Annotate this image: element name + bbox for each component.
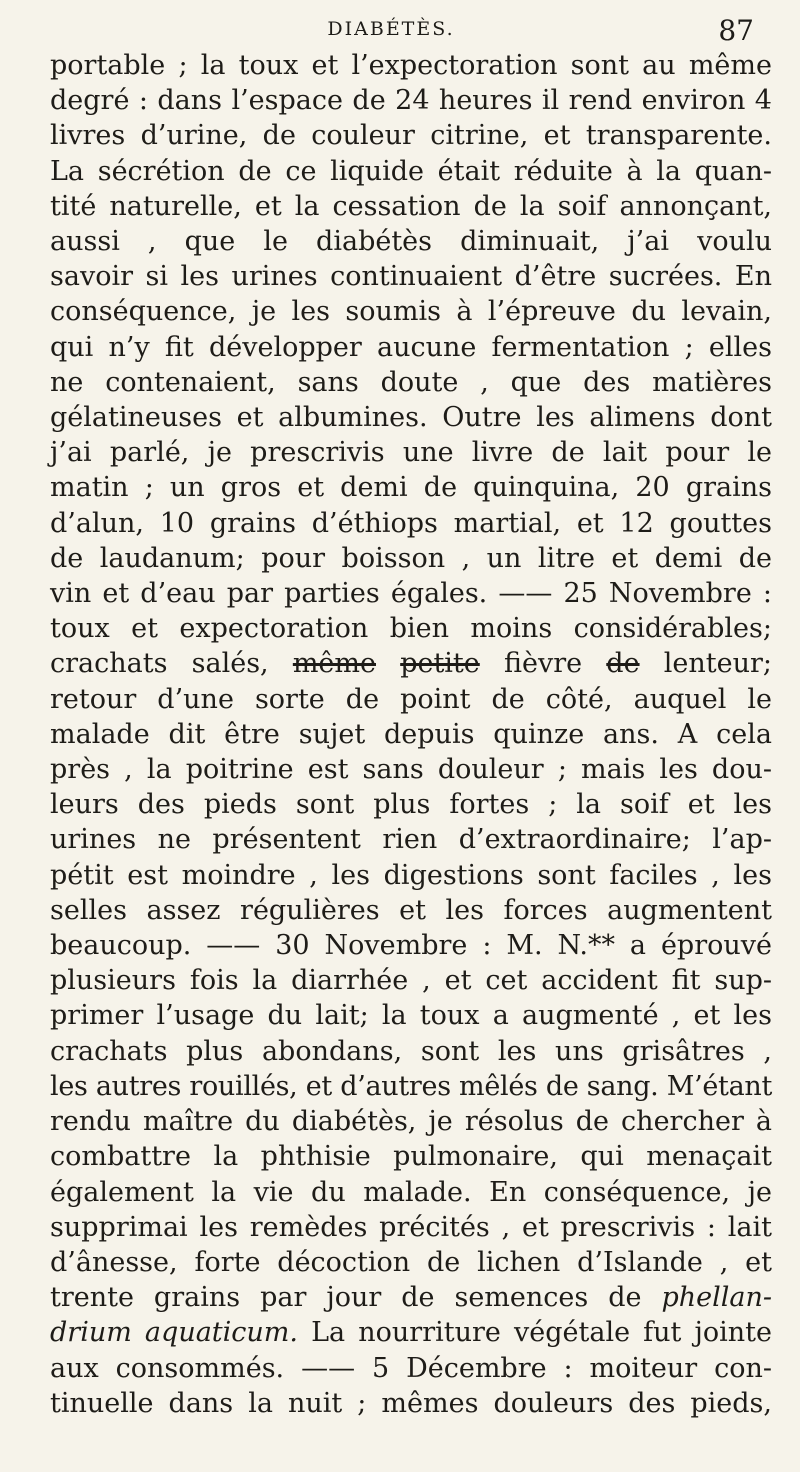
text-line: ne contenaient, sans doute , que des matières <box>50 366 772 398</box>
text-line: primer l’usage du lait; la toux a augmenté , et les <box>50 1000 772 1032</box>
text-line-with-italic <box>50 1315 772 1350</box>
line-segment: lenteur; <box>663 648 772 680</box>
text-line: conséquence, je les soumis à l’épreuve du levain, <box>50 296 772 328</box>
text-line: urines ne présentent rien d’extraordinaire; l’ap- <box>50 824 772 856</box>
running-title: DIABÉTÈS. <box>327 18 455 40</box>
text-line: crachats plus abondans, sont les uns grisâtres , <box>50 1035 772 1067</box>
text-line: malade dit être sujet depuis quinze ans. A cela <box>50 718 772 750</box>
running-header <box>50 14 772 48</box>
text-line: rendu maître du diabétès, je résolus de chercher à <box>50 1106 772 1138</box>
text-line: également la vie du malade. En conséquence, je <box>50 1176 772 1208</box>
text-line: gélatineuses et albumines. Outre les alimens dont <box>50 402 772 434</box>
text-line: aux consommés. —— 5 Décembre : moiteur con- <box>50 1352 772 1384</box>
line-segment: trente grains par jour de semences de <box>50 1282 642 1314</box>
text-line: plusieurs fois la diarrhée , et cet accident fit sup- <box>50 965 772 997</box>
italic-term: drium aquaticum. <box>50 1317 298 1349</box>
text-line: leurs des pieds sont plus fortes ; la soif et les <box>50 789 772 821</box>
line-segment: La nourriture végétale fut jointe <box>311 1317 773 1349</box>
text-line-with-italic <box>50 1280 772 1315</box>
line-segment: crachats salés, <box>50 648 269 680</box>
text-line: toux et expectoration bien moins considérables; <box>50 613 772 645</box>
text-line: livres d’urine, de couleur citrine, et transparente. <box>50 120 772 152</box>
page-number: 87 <box>718 14 754 47</box>
text-line: savoir si les urines continuaient d’être sucrées. En <box>50 261 772 293</box>
text-line: d’alun, 10 grains d’éthiops martial, et 12 gouttes <box>50 507 772 539</box>
text-line: beaucoup. —— 30 Novembre : M. N.** a éprouvé <box>50 930 772 962</box>
text-line: matin ; un gros et demi de quinquina, 20 grains <box>50 472 772 504</box>
text-line: d’ânesse, forte décoction de lichen d’Islande , et <box>50 1246 772 1278</box>
line-segment: fièvre <box>503 648 583 680</box>
text-line: supprimai les remèdes précités , et prescrivis : lait <box>50 1211 772 1243</box>
italic-term: phellan- <box>661 1282 772 1314</box>
text-line: portable ; la toux et l’expectoration sont au même <box>50 50 772 81</box>
text-line: pétit est moindre , les digestions sont faciles , les <box>50 859 772 891</box>
text-line: j’ai parlé, je prescrivis une livre de lait pour le <box>50 437 772 469</box>
text-line: près , la poitrine est sans douleur ; mais les dou- <box>50 754 772 786</box>
text-line: qui n’y fit développer aucune fermentation ; elles <box>50 331 772 363</box>
text-line: tité naturelle, et la cessation de la soif annonçant, <box>50 190 772 222</box>
text-line: les autres rouillés, et d’autres mêlés de sang. M’étant <box>50 1070 772 1102</box>
text-line: La sécrétion de ce liquide était réduite à la quan- <box>50 155 772 187</box>
text-line: retour d’une sorte de point de côté, auquel le <box>50 683 772 715</box>
text-line: degré : dans l’espace de 24 heures il rend environ 4 <box>50 85 772 117</box>
text-line: de laudanum; pour boisson , un litre et demi de <box>50 542 772 574</box>
struck-word: de <box>606 648 640 680</box>
text-line: vin et d’eau par parties égales. —— 25 Novembre : <box>50 578 772 610</box>
text-line: combattre la phthisie pulmonaire, qui menaçait <box>50 1141 772 1173</box>
struck-word: petite <box>400 648 480 680</box>
text-line: selles assez régulières et les forces augmentent <box>50 894 772 926</box>
body-text <box>50 48 772 1421</box>
text-line: aussi , que le diabétès diminuait, j’ai voulu <box>50 226 772 258</box>
text-line: tinuelle dans la nuit ; mêmes douleurs des pieds, <box>50 1387 772 1419</box>
struck-word: même <box>292 648 376 680</box>
text-line-with-strikethrough <box>50 646 772 681</box>
